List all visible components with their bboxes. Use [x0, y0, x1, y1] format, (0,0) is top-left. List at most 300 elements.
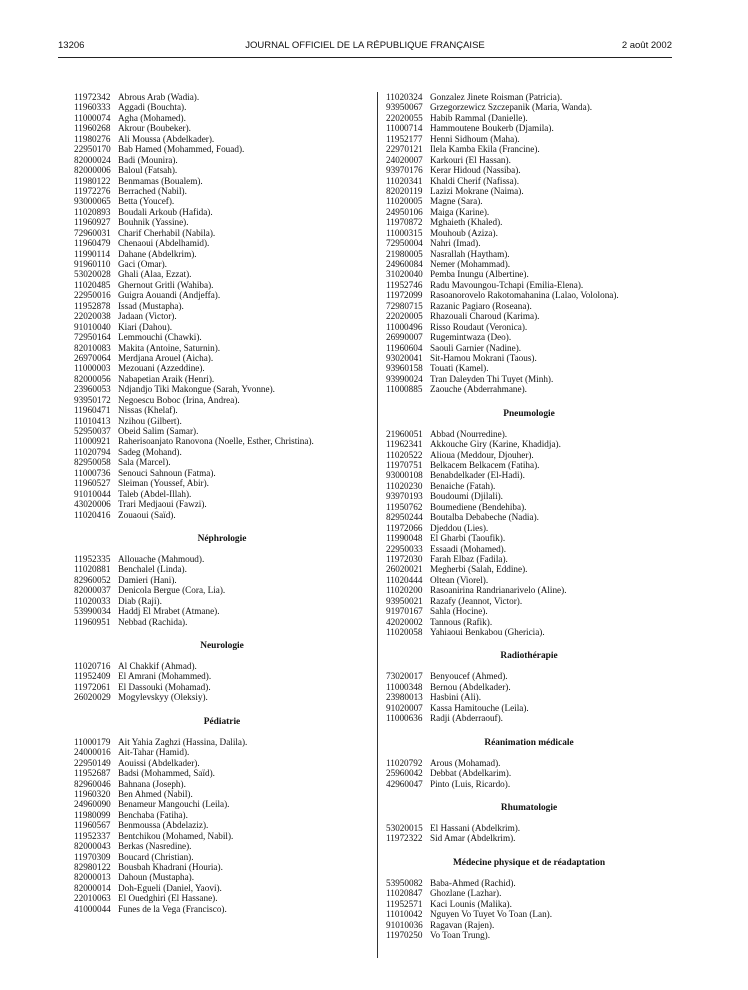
entry-code: 82020119	[386, 185, 423, 196]
entry-name: Nzihou (Gilbert).	[118, 415, 182, 426]
entry-code: 91010040	[74, 321, 111, 332]
list-item	[74, 575, 370, 585]
entry-code: 43020006	[74, 499, 111, 510]
entry-name: Benameur Mangouchi (Leila).	[118, 799, 230, 810]
list-item	[74, 499, 370, 509]
entry-name: Mouhoub (Aziza).	[430, 227, 498, 238]
entry-code: 11000315	[386, 227, 423, 238]
entry-code: 21980005	[386, 248, 423, 259]
list-item	[386, 134, 672, 144]
left-column	[74, 92, 370, 914]
entry-code: 82000006	[74, 165, 111, 176]
list-item	[74, 311, 370, 321]
entry-name: Sahla (Hocine).	[430, 606, 488, 617]
entry-name: Boutalba Debabeche (Nadia).	[430, 512, 539, 523]
entry-code: 11952177	[386, 133, 423, 144]
list-item	[386, 384, 672, 394]
entry-name: Gaci (Omar).	[118, 259, 167, 269]
list-item	[386, 779, 672, 789]
entry-name: Akrour (Boubeker).	[118, 123, 191, 134]
list-item	[386, 617, 672, 627]
entry-name: Nebbad (Rachida).	[118, 616, 188, 627]
entry-name: Diab (Raji).	[118, 595, 162, 606]
section-medecine-physique-et-de-readaptation	[386, 858, 672, 941]
section-continued	[386, 92, 672, 395]
entry-code: 11020792	[386, 757, 423, 768]
entry-name: Aouissi (Abdelkader).	[118, 757, 200, 768]
list-item	[74, 893, 370, 903]
entry-name: Henni Sidhoum (Maha).	[430, 133, 520, 144]
list-item	[386, 374, 672, 384]
list-item	[386, 450, 672, 460]
entry-name: Gonzalez Jinete Roisman (Patricia).	[430, 92, 563, 102]
entry-name: Funes de la Vega (Francisco).	[118, 903, 227, 914]
list-item	[74, 457, 370, 467]
entry-name: Benaiche (Fatah).	[430, 480, 496, 491]
list-item	[74, 682, 370, 692]
list-item	[74, 671, 370, 681]
entry-code: 11960268	[74, 123, 111, 134]
entry-name: Ghali (Alaa, Ezzat).	[118, 269, 192, 280]
section-title: Néphrologie	[197, 533, 247, 544]
section-rhumatologie	[386, 803, 672, 844]
entry-name: Bouhnik (Yassine).	[118, 217, 189, 228]
list-item	[386, 833, 672, 843]
entry-code: 11020058	[386, 627, 423, 637]
list-item	[386, 113, 672, 123]
entry-code: 11952687	[74, 768, 111, 779]
list-item	[386, 311, 672, 321]
list-item	[386, 823, 672, 833]
list-item	[74, 779, 370, 789]
entry-code: 11020881	[74, 564, 111, 575]
entry-code: 82000013	[74, 872, 111, 883]
entry-name: Tannous (Rafik).	[430, 616, 493, 627]
entry-name: Megherbi (Salah, Eddine).	[430, 564, 528, 575]
entry-code: 11000736	[74, 467, 111, 478]
entry-name: Rugemintwaza (Deo).	[430, 332, 512, 343]
entry-name: Guigra Aouandi (Andjeffa).	[118, 290, 221, 301]
list-item	[74, 436, 370, 446]
list-item	[386, 259, 672, 269]
entry-code: 82010083	[74, 342, 111, 353]
list-item	[386, 290, 672, 300]
entry-code: 11020847	[386, 888, 423, 899]
entry-name: Razanic Pagiaro (Roseana).	[430, 300, 532, 311]
list-item	[74, 478, 370, 488]
entry-name: Zouaoui (Saïd).	[118, 509, 176, 520]
entry-name: Benabdelkader (El-Hadi).	[430, 470, 525, 481]
entry-code: 91970167	[386, 606, 423, 617]
entry-name: Lazizi Mokrane (Naima).	[430, 185, 524, 196]
entry-code: 93970176	[386, 165, 423, 176]
list-item	[386, 228, 672, 238]
entry-code: 24950106	[386, 206, 423, 217]
list-item	[74, 852, 370, 862]
list-item	[386, 575, 672, 585]
entry-name: Sleiman (Youssef, Abir).	[118, 478, 209, 489]
entry-name: Kiari (Dahou).	[118, 321, 173, 332]
entry-code: 22950170	[74, 144, 111, 155]
entry-code: 82000014	[74, 882, 111, 893]
entry-code: 93000108	[386, 470, 423, 481]
entry-code: 26970064	[74, 352, 111, 363]
list-item	[386, 238, 672, 248]
list-item	[386, 144, 672, 154]
entry-name: Al Chakkif (Ahmad).	[118, 661, 197, 671]
entry-name: Dahoun (Mustapha).	[118, 872, 195, 883]
entry-name: Ben Ahmed (Nabil).	[118, 788, 193, 799]
section-radiotherapie	[386, 651, 672, 723]
entry-name: Risso Roudaut (Veronica).	[430, 321, 528, 332]
entry-code: 93000065	[74, 196, 111, 207]
entry-name: Razafy (Jeannot, Victor).	[430, 595, 523, 606]
list-item	[386, 585, 672, 595]
list-item	[386, 682, 672, 692]
entry-code: 82980122	[74, 862, 111, 872]
entry-code: 11960567	[74, 820, 111, 831]
list-item	[74, 405, 370, 415]
entry-name: Taleb (Abdel-Illah).	[118, 488, 192, 499]
entry-code: 11972276	[74, 185, 111, 196]
list-item	[74, 395, 370, 405]
entry-name: Raherisoanjato Ranovona (Noelle, Esther, Christina).	[118, 436, 314, 447]
list-item	[74, 468, 370, 478]
entry-name: Alioua (Meddour, Djouher).	[430, 449, 534, 460]
entry-name: Issad (Mustapha).	[118, 300, 184, 311]
header-rule	[58, 57, 672, 58]
list-item	[386, 713, 672, 723]
list-item	[74, 343, 370, 353]
entry-name: Denicola Bergue (Cora, Lia).	[118, 585, 226, 596]
list-item	[386, 207, 672, 217]
entry-code: 24960090	[74, 799, 111, 810]
entry-name: Chenaoui (Abdelhamid).	[118, 238, 210, 249]
entry-code: 11990114	[74, 248, 111, 259]
section-title: Réanimation médicale	[484, 737, 574, 748]
list-item	[386, 363, 672, 373]
entry-name: Berkas (Nasredine).	[118, 841, 192, 852]
entry-code: 22010063	[74, 893, 111, 904]
entry-name: Mogylevskyy (Oleksiy).	[118, 692, 208, 703]
entry-code: 11980099	[74, 809, 111, 820]
list-item	[74, 332, 370, 342]
list-item	[74, 196, 370, 206]
entry-name: Ghozlane (Lazhar).	[430, 888, 502, 899]
list-item	[386, 470, 672, 480]
list-item	[74, 363, 370, 373]
list-item	[74, 692, 370, 702]
entry-code: 22950149	[74, 757, 111, 768]
entry-code: 25960042	[386, 768, 423, 779]
entry-code: 11952337	[74, 830, 111, 841]
entry-code: 11960604	[386, 342, 423, 353]
entry-name: Bab Hamed (Mohammed, Fouad).	[118, 144, 245, 155]
list-item	[74, 862, 370, 872]
entry-name: Ait-Tahar (Hamid).	[118, 747, 190, 758]
section-title: Rhumatologie	[500, 802, 558, 813]
section-title: Radiothérapie	[500, 651, 558, 662]
entry-name: Rhazouali Charoud (Karima).	[430, 311, 540, 322]
list-item	[74, 322, 370, 332]
list-item	[74, 238, 370, 248]
entry-code: 93020041	[386, 352, 423, 363]
list-item	[74, 102, 370, 112]
entry-code: 53990034	[74, 606, 111, 617]
list-item	[74, 207, 370, 217]
list-item	[74, 426, 370, 436]
entry-code: 24000016	[74, 747, 111, 758]
entry-code: 26020021	[386, 564, 423, 575]
entry-code: 82960046	[74, 778, 111, 789]
entry-code: 11020893	[74, 206, 111, 217]
entry-name: Magne (Sara).	[430, 196, 483, 207]
section-nephrologie	[74, 534, 370, 627]
list-item	[386, 878, 672, 888]
list-item	[386, 888, 672, 898]
list-item	[74, 123, 370, 133]
entry-name: Abrous Arab (Wadia).	[118, 92, 200, 102]
list-item	[386, 606, 672, 616]
entry-code: 11000714	[386, 123, 423, 134]
list-item	[386, 502, 672, 512]
entry-code: 73020017	[386, 671, 423, 682]
list-item	[386, 186, 672, 196]
entry-code: 11970309	[74, 851, 111, 862]
entry-code: 52950037	[74, 426, 111, 436]
entry-name: Benmoussa (Abdelaziz).	[118, 820, 209, 831]
entry-code: 11000921	[74, 436, 111, 447]
entry-name: Oltean (Viorel).	[430, 574, 489, 585]
entry-name: Benchaba (Fatiha).	[118, 809, 188, 820]
entry-name: El Amrani (Mohammed).	[118, 671, 212, 682]
entry-name: Charif Cherhabil (Nabila).	[118, 227, 216, 238]
column-divider	[377, 92, 378, 958]
list-item	[386, 930, 672, 940]
list-item	[386, 481, 672, 491]
list-item	[74, 155, 370, 165]
entry-code: 41000044	[74, 903, 111, 914]
entry-name: Pemba Inungu (Albertine).	[430, 269, 529, 280]
entry-name: Doh-Egueli (Daniel, Yaovi).	[118, 882, 222, 893]
entry-code: 11020200	[386, 585, 423, 596]
entry-code: 93970193	[386, 491, 423, 502]
list-item	[74, 617, 370, 627]
list-item	[74, 585, 370, 595]
entry-name: Radji (Abderraouf).	[430, 713, 503, 724]
entry-code: 11970250	[386, 930, 423, 940]
entry-name: Ragavan (Rajen).	[430, 919, 495, 930]
entry-name: Betta (Youcef).	[118, 196, 175, 207]
entry-name: Maiga (Karine).	[430, 206, 490, 217]
entry-code: 82950058	[74, 457, 111, 468]
entry-code: 82960052	[74, 574, 111, 585]
entry-name: Kaci Lounis (Malika).	[430, 898, 512, 909]
entry-code: 11960333	[74, 102, 111, 113]
section-neurologie	[74, 641, 370, 703]
list-item	[386, 512, 672, 522]
entry-name: Debbat (Abdelkarim).	[430, 768, 512, 779]
list-item	[74, 353, 370, 363]
list-item	[386, 269, 672, 279]
list-item	[74, 290, 370, 300]
entry-name: Mezouani (Azzeddine).	[118, 363, 205, 374]
entry-name: Pinto (Luis, Ricardo).	[430, 778, 511, 789]
entry-name: Benyoucef (Ahmed).	[430, 671, 508, 682]
entry-code: 72960031	[74, 227, 111, 238]
entry-name: Belkacem Belkacem (Fatiha).	[430, 460, 540, 470]
entry-code: 11972322	[386, 833, 423, 844]
entry-code: 11960471	[74, 405, 111, 416]
entry-code: 93960158	[386, 363, 423, 374]
section-title: Pneumologie	[503, 408, 555, 419]
entry-name: Sala (Marcel).	[118, 457, 171, 468]
entry-name: El Ouedghiri (El Hassane).	[118, 893, 218, 904]
list-item	[74, 564, 370, 574]
list-item	[74, 747, 370, 757]
entry-code: 11020033	[74, 595, 111, 606]
list-item	[386, 165, 672, 175]
entry-name: Badsi (Mohammed, Saïd).	[118, 768, 215, 779]
entry-code: 11000348	[386, 681, 423, 692]
list-item	[74, 831, 370, 841]
entry-code: 11972061	[74, 681, 111, 692]
entry-code: 11952878	[74, 300, 111, 311]
entry-code: 11990048	[386, 533, 423, 544]
entry-code: 11020522	[386, 449, 423, 460]
entry-name: Boudoumi (Djilali).	[430, 491, 503, 502]
list-item	[74, 374, 370, 384]
entry-code: 11020485	[74, 279, 111, 290]
list-item	[74, 301, 370, 311]
entry-code: 23980013	[386, 692, 423, 703]
entry-code: 53020028	[74, 269, 111, 280]
entry-code: 72950164	[74, 332, 111, 343]
entry-code: 11020341	[386, 175, 423, 186]
list-item	[74, 489, 370, 499]
list-item	[74, 606, 370, 616]
list-item	[74, 554, 370, 564]
entry-code: 22020055	[386, 112, 423, 123]
list-item	[386, 123, 672, 133]
section-pediatrie	[74, 717, 370, 914]
entry-name: El Hassani (Abdelkrim).	[430, 822, 521, 833]
entry-name: Bousbah Khadrani (Houria).	[118, 862, 223, 872]
entry-code: 24960084	[386, 259, 423, 269]
list-item	[386, 155, 672, 165]
list-item	[386, 353, 672, 363]
section-title: Médecine physique et de réadaptation	[452, 857, 606, 868]
entry-code: 42020002	[386, 616, 423, 627]
section-pneumologie	[386, 409, 672, 638]
entry-name: Nabapetian Araik (Henri).	[118, 373, 215, 384]
entry-name: Ndjandjo Tiki Makongue (Sarah, Yvonne).	[118, 384, 275, 395]
entry-code: 11952409	[74, 671, 111, 682]
list-item	[74, 768, 370, 778]
entry-name: Rasoanirina Randrianarivelo (Aline).	[430, 585, 567, 596]
entry-code: 26990007	[386, 332, 423, 343]
list-item	[74, 758, 370, 768]
entry-code: 53020015	[386, 822, 423, 833]
entry-name: Agha (Mohamed).	[118, 112, 186, 123]
list-item	[74, 144, 370, 154]
entry-name: Nemer (Mohammad).	[430, 259, 511, 269]
entry-code: 11000179	[74, 736, 111, 747]
publication-date: 2 août 2002	[621, 40, 672, 51]
entry-code: 22970121	[386, 144, 423, 155]
list-item	[386, 703, 672, 713]
entry-code: 91010044	[74, 488, 111, 499]
entry-code: 11000885	[386, 384, 423, 395]
entry-code: 24020007	[386, 154, 423, 165]
list-item	[74, 789, 370, 799]
entry-code: 11980276	[74, 133, 111, 144]
list-item	[74, 737, 370, 747]
list-item	[74, 249, 370, 259]
list-item	[74, 872, 370, 882]
entry-name: Saouli Garnier (Nadine).	[430, 342, 522, 353]
list-item	[74, 186, 370, 196]
entry-code: 93950067	[386, 102, 423, 113]
list-item	[74, 596, 370, 606]
entry-name: Tran Daleyden Thi Tuyet (Minh).	[430, 373, 554, 384]
list-item	[74, 134, 370, 144]
list-item	[74, 259, 370, 269]
entry-code: 31020040	[386, 269, 423, 280]
entry-code: 11000636	[386, 713, 423, 724]
list-item	[386, 523, 672, 533]
list-item	[386, 909, 672, 919]
entry-name: Haddj El Mrabet (Atmane).	[118, 606, 220, 617]
entry-name: Jadaan (Victor).	[118, 311, 177, 322]
entry-code: 11020005	[386, 196, 423, 207]
entry-name: Rasoanorovelo Rakotomahanina (Lalao, Vololona).	[430, 290, 619, 301]
entry-code: 11972099	[386, 290, 423, 301]
list-item	[386, 92, 672, 102]
entry-name: Ilela Kamba Ekila (Francine).	[430, 144, 540, 155]
section-title: Pédiatrie	[203, 716, 241, 727]
entry-code: 11020324	[386, 92, 423, 102]
entry-code: 11010042	[386, 909, 423, 920]
entry-name: Makita (Antoine, Saturnin).	[118, 342, 221, 353]
entry-name: Bernou (Abdelkader).	[430, 681, 511, 692]
list-item	[386, 301, 672, 311]
entry-code: 11000003	[74, 363, 111, 374]
entry-name: Hasbini (Ali).	[430, 692, 482, 703]
entry-code: 82950244	[386, 512, 423, 523]
entry-code: 22020038	[74, 311, 111, 322]
entry-code: 11980122	[74, 175, 111, 186]
list-item	[386, 102, 672, 112]
entry-code: 11020416	[74, 509, 111, 520]
entry-name: Boudali Arkoub (Hafida).	[118, 206, 213, 217]
entry-name: Grzegorzewicz Szczepanik (Maria, Wanda).	[430, 102, 593, 113]
list-item	[74, 92, 370, 102]
entry-name: Kerar Hidoud (Nassiba).	[430, 165, 521, 176]
entry-name: Sit-Hamou Mokrani (Taous).	[430, 352, 537, 363]
entry-code: 82000024	[74, 154, 111, 165]
entry-name: El Dassouki (Mohamad).	[118, 681, 211, 692]
list-item	[386, 899, 672, 909]
entry-name: Nissas (Khelaf).	[118, 405, 178, 416]
list-item	[386, 322, 672, 332]
entry-code: 21960051	[386, 428, 423, 439]
entry-name: Kassa Hamitouche (Leila).	[430, 702, 529, 713]
list-item	[74, 661, 370, 671]
entry-name: Benmamas (Boualem).	[118, 175, 203, 186]
entry-name: Djeddou (Lies).	[430, 522, 489, 533]
list-item	[74, 113, 370, 123]
